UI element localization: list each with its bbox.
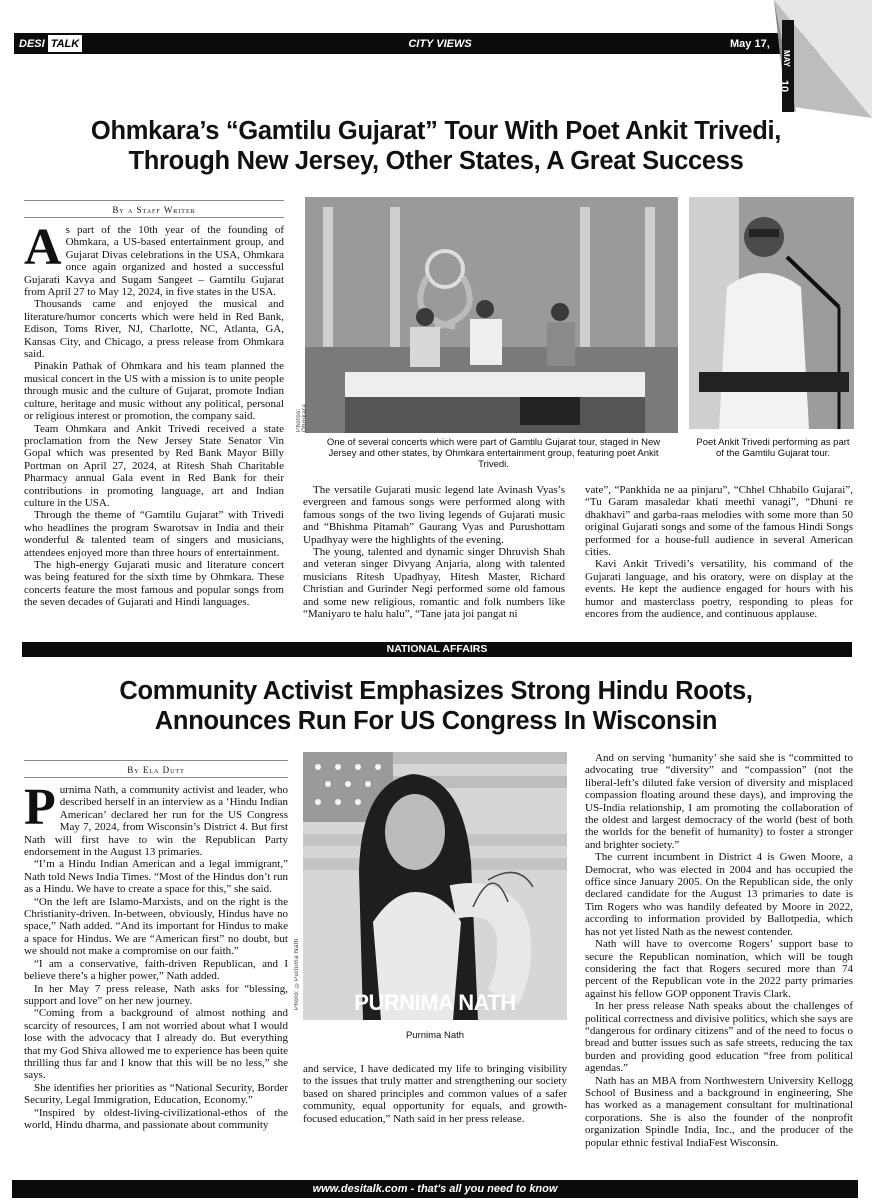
article2-col1-p1-text: urnima Nath, a community activist and leader, who described herself in an interview as a ‘Hindu Indian American’ declared her run for the US Congress May 7, 2024, from Wisconsin’s District 4. But first Nath will first have to win the Republican Party endorsement in the August 13 primaries. [24, 784, 288, 859]
logo-talk: TALK [48, 35, 83, 52]
article1-headline [20, 116, 852, 176]
article2-col3 [585, 752, 853, 1156]
article2-col3-p5: Nath has an MBA from Northwestern University Kellogg School of Business and a background in engineering, She has worked as a management consultant for multinational corporations. She is also the founder of the nonprofit organization Spindle India, Inc., and the producer of the popular ethnic festival IndiaFest Wisconsin. [585, 1074, 853, 1149]
section-title: CITY VIEWS [408, 38, 472, 50]
article1-byline-rule-bottom [24, 217, 284, 218]
logo [16, 35, 82, 52]
footer-bar [12, 1180, 858, 1198]
article2-headline-line1: Community Activist Emphasizes Strong Hindu Roots, [119, 677, 753, 705]
article2-col3-p2: The current incumbent in District 4 is Gwen Moore, a Democrat, who was elected in 2004 and has occupied the office since January 2005. On the Republican side, the only declared candidate for the August 13 primaries to date is Tim Rogers who was handily defeated by Moore in 2022, according to information provided by Ballotpedia, which has not yet listed Nath as the newest contender. [585, 851, 853, 938]
article1-headline-line1: Ohmkara’s “Gamtilu Gujarat” Tour With Poet Ankit Trivedi, [90, 117, 782, 145]
article2-col1 [24, 779, 288, 1168]
article1-col1-p1-text: s part of the 10th year of the founding of Ohmkara, a US-based entertainment group, and Gujarat Divas celebrations in the USA, Ohmkara once again organized and hosted a successful Gujarati Kavya and Sugam Sangeet – Gamtilu Gujarat from April 27 to May 12, 2024, in five states in the USA. [24, 224, 284, 299]
corner-day: 10 [778, 79, 791, 93]
poet-photo-caption: Poet Ankit Trivedi performing as part of the Gamtilu Gujarat tour. [696, 437, 850, 459]
article1-col1-p5: Through the theme of “Gamtilu Gujarat” with Trivedi who headlines the program Swarotsav in India and their wonderful & talented team of singers and musicians, attendees enjoyed more than three hours of entertainment. [24, 509, 284, 559]
article2-headline [20, 676, 852, 736]
logo-desi: DESI [16, 35, 48, 52]
article1-headline-line2: Through New Jersey, Other States, A Great Success [128, 147, 744, 175]
article2-col3-p3: Nath will have to overcome Rogers’ support base to secure the Republican nomination, which will be tough considering the fact that Rogers secured more than 74 percent of the Republican vote in the 2022 party primaries against his fellow GOP opponent Travis Clark. [585, 938, 853, 1000]
section-label: NATIONAL AFFAIRS [386, 643, 488, 655]
article2-col1-p1 [24, 779, 288, 859]
article1-col3-p2: Kavi Ankit Trivedi’s versatility, his command of the Gujarati language, and his oratory, were on display at the events. He kept the audience engaged for hours with his humor and masterclass poetry, responding to pleas for encores from the audience, and continuous applause. [585, 558, 853, 621]
article2-byline-rule-bottom [24, 777, 288, 778]
candidate-photo-credit: Photo: ©Purnima Nath [294, 938, 300, 1010]
article2-headline-line2: Announces Run For US Congress In Wisconsin [154, 707, 718, 735]
candidate-photo-caption: Purnima Nath [405, 1030, 465, 1041]
concert-photo-credit: Photos: Ohmkara [296, 403, 308, 432]
article2-col3-p4: In her press release Nath speaks about the challenges of political correctness and divisive politics, which she says are “dangerous for ordinary citizens” and of the need to focus o bread and butter issues such as safe streets, reducing the tax burden and providing good education “free from political agendas.” [585, 1000, 853, 1075]
article1-byline-rule [24, 200, 284, 201]
article1-col3-p1: vate”, “Pankhida ne aa pinjaru”, “Chhel Chhabilo Gujarai”, “Tu Garam masaledar khati meethi vanagi”, “Dhuni re dhakhavi” and garba-raas melodies with some more than 50 original Gujarati songs and some of the famous Hindi Songs performed for a house-full audience in several American cities. [585, 484, 853, 559]
corner-month: MAY [782, 49, 792, 68]
article2-col2-p1: and service, I have dedicated my life to bringing visibility to the issues that truly matter and strengthening our society based on shared principles and common values of a safer community, equal opportunity for equals, and growth-focused education,” Nath said in her press release. [303, 1063, 567, 1125]
article2-col2 [303, 1063, 567, 1173]
article1-col1 [24, 219, 284, 609]
section-bar-national-affairs [22, 642, 852, 657]
article2-col1-p2: “I’m a Hindu Indian American and a legal immigrant,” Nath told News India Times. “Most of the Hindus don’t run as a Hindu. We have to create a space for this,” she said. [24, 858, 288, 896]
date-text: May 17, [730, 38, 770, 50]
article1-col2 [303, 484, 565, 621]
article1-col2-p2: The young, talented and dynamic singer Dhruvish Shah and veteran singer Divyang Anjaria, along with talented musicians Ritesh Upadhyay, Hitesh Master, Richard Christian and Gurinder Negi performed some old famous and some new religious, romantic and folk numbers like “Maniyaro te halu halu”, “Tane jata joi pangat ni [303, 546, 565, 621]
article1-col3 [585, 484, 853, 621]
poet-photo [689, 197, 854, 429]
article2-col1-p6: “Coming from a background of almost nothing and scarcity of resources, I am not worried about what I would lose with the advocacy that I already do. But everything that my God Shiva allowed me to experience has been quite thrilling thus far and I know that this will be no less,” she says. [24, 1007, 288, 1082]
article1-col2-p1: The versatile Gujarati music legend late Avinash Vyas’s evergreen and famous songs were performed along with famous songs of the two living legends of Gujarati music and “Bhishma Pitamah” Gaurang Vyas and Purushottam Upadhyay were the highlights of the evening. [303, 484, 565, 546]
article2-col1-p8: “Inspired by oldest-living-civilizational-ethos of the world, Hindu dharma, and passionate about community [24, 1106, 288, 1131]
article2-byline: By Ela Dutt [127, 765, 185, 775]
article2-drop-cap: P [24, 779, 56, 836]
article2-col1-p5: In her May 7 press release, Nath asks for “blessing, support and love” on her new journey. [24, 982, 288, 1007]
article1-col1-p2: Thousands came and enjoyed the musical and literature/humor concerts which were held in Red Bank, Edison, Toms River, NJ, Charlotte, NC, Atlanta, GA, Kansas City, and Chicago, a press release from Ohmkara said. [24, 298, 284, 361]
footer-text[interactable]: www.desitalk.com - that's all you need to know [312, 1183, 558, 1195]
candidate-photo-name: PURNIMA NATH [354, 990, 516, 1015]
article1-col1-p6: The high-energy Gujarati music and literature concert was being featured for the sixth time by Ohmkara. These concerts feature the most famous and popular songs from the seven decades of Gujarati and Hindi languages. [24, 558, 284, 609]
page-curl [764, 0, 872, 118]
article2-col1-p3: “On the left are Islamo-Marxists, and on the right is the Christianity-driven. In-between, obviously, Hindus have no space,” Nath added. “And its important for Hindus to make a space for Hindus. We are “American first” no doubt, but we should not make a compromise on our faith.” [24, 895, 288, 958]
article1-col1-p3: Pinakin Pathak of Ohmkara and his team planned the musical concert in the US with a mission is to unite people through music and the culture of Gujarat, promote Indian culture, heritage and music without any political, personal or religious interest or promotion, the company said. [24, 360, 284, 423]
concert-photo [305, 197, 678, 433]
candidate-photo [303, 752, 567, 1020]
article2-col1-p4: “I am a conservative, faith-driven Republican, and I believe there’s a higher power,” Nath added. [24, 957, 288, 983]
article1-col1-p4: Team Ohmkara and Ankit Trivedi received a state proclamation from the New Jersey State Senator Vin Gopal which was presented by Red Bank Mayor Billy Portman on April 27, 2024, at Ritesh Shah Charitable Pharmacy annual Gala event in Red Bank for their contributions in promoting language, art and Indian culture in the USA. [24, 422, 284, 509]
article1-byline: By a Staff Writer [112, 205, 196, 215]
article1-drop-cap: A [24, 219, 62, 276]
article2-byline-rule [24, 760, 288, 761]
article2-col3-p1: And on serving ‘humanity’ she said she is “committed to advocating true “diversity” and “compassion” (not the liberal-left’s diluted fake version of diversity and misplaced compassion floating around these days), and improving the US-India relationship, I am promoting the collaboration of the oldest and largest democracy of the world (best of both the worlds for the benefit of humanity) to foster a stronger and brighter society.” [585, 752, 853, 851]
article2-col1-p7: She identifies her priorities as “National Security, Border Security, Legal Immigration, Education, Economy.” [24, 1081, 288, 1107]
article1-col1-p1 [24, 219, 284, 299]
concert-photo-caption: One of several concerts which were part of Gamtilu Gujarat tour, staged in New Jersey and other states, by Ohmkara entertainment group, featuring poet Ankit Trivedi. [326, 437, 661, 470]
